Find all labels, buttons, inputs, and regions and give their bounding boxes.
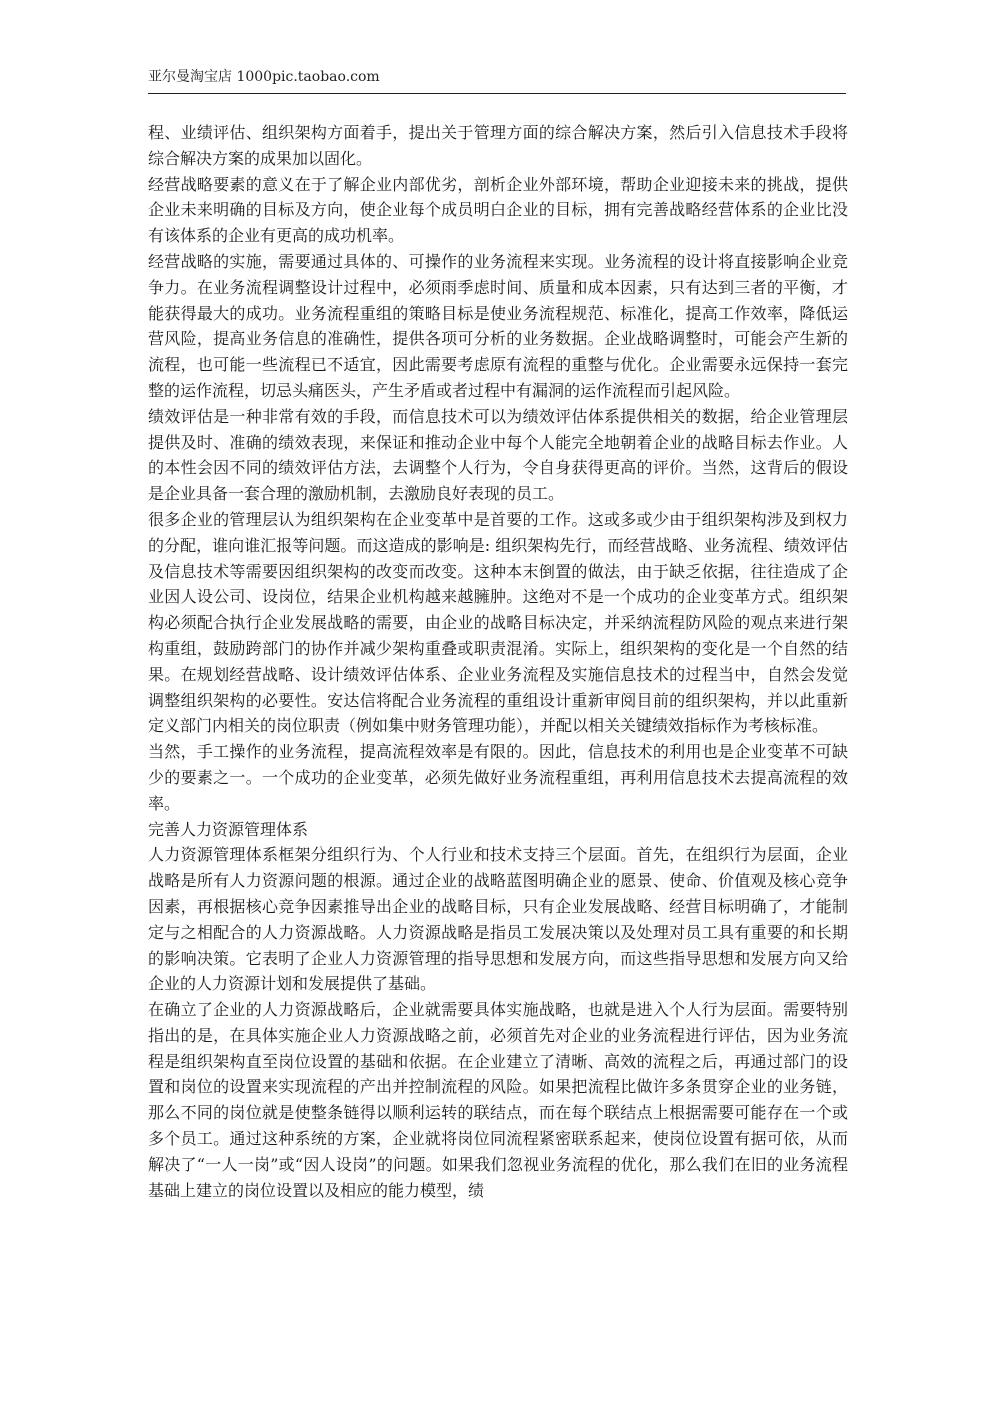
body-text xyxy=(148,120,848,1203)
paragraph: 绩效评估是一种非常有效的手段，而信息技术可以为绩效评估体系提供相关的数据，给企业管理层提供及时、准确的绩效表现，来保证和推动企业中每个人能完全地朝着企业的战略目标去作业。人的本性会因不同的绩效评估方法，去调整个人行为，令自身获得更高的评价。当然，这背后的假设是企业具备一套合理的激励机制，去激励良好表现的员工。 xyxy=(148,406,848,504)
paragraph: 人力资源管理体系框架分组织行为、个人行业和技术支持三个层面。首先，在组织行为层面，企业战略是所有人力资源问题的根源。通过企业的战略蓝图明确企业的愿景、使命、价值观及核心竞争因素，再根据核心竞争因素推导出企业的战略目标，只有企业发展战略、经营目标明确了，才能制定与之相配合的人力资源战略。人力资源战略是指员工发展决策以及处理对员工具有重要的和长期的影响决策。它表明了企业人力资源管理的指导思想和发展方向，而这些指导思想和发展方向又给企业的人力资源计划和发展提供了基础。 xyxy=(148,845,848,994)
paragraph: 很多企业的管理层认为组织架构在企业变革中是首要的工作。这或多或少由于组织架构涉及到权力的分配，谁向谁汇报等问题。而这造成的影响是: 组织架构先行，而经营战略、业务流程、绩效评估及信息技术等需要因组织架构的改变而改变。这种本末倒置的做法，由于缺乏依据，往往造成了企业因人设公司、设岗位，结果企业机构越来越臃肿。这绝对不是一个成功的企业变革方式。组织架构必须配合执行企业发展战略的需要，由企业的战略目标决定，并采纳流程防风险的观点来进行架构重组，鼓励跨部门的协作并减少架构重叠或职责混淆。实际上，组织架构的变化是一个自然的结果。在规划经营战略、设计绩效评估体系、企业业务流程及实施信息技术的过程当中，自然会发觉调整组织架构的必要性。安达信将配合业务流程的重组设计重新审阅目前的组织架构，并以此重新定义部门内相关的岗位职责（例如集中财务管理功能），并配以相关关键绩效指标作为考核标准。 xyxy=(148,509,848,736)
paragraph: 当然，手工操作的业务流程，提高流程效率是有限的。因此，信息技术的利用也是企业变革不可缺少的要素之一。一个成功的企业变革，必须先做好业务流程重组，再利用信息技术去提高流程的效率。 xyxy=(148,742,848,813)
header-divider xyxy=(148,93,846,94)
paragraph: 经营战略的实施，需要通过具体的、可操作的业务流程来实现。业务流程的设计将直接影响企业竞争力。在业务流程调整设计过程中，必须雨季虑时间、质量和成本因素，只有达到三者的平衡，才能获得最大的成功。业务流程重组的策略目标是使业务流程规范、标准化，提高工作效率，降低运营风险，提高业务信息的准确性，提供各项可分析的业务数据。企业战略调整时，可能会产生新的流程，也可能一些流程已不适宜，因此需要考虑原有流程的重整与优化。企业需要永远保持一套完整的运作流程，切忌头痛医头，产生矛盾或者过程中有漏洞的运作流程而引起风险。 xyxy=(148,251,848,400)
page-header: 亚尔曼淘宝店 1000pic.taobao.com xyxy=(148,69,380,85)
section-heading: 完善人力资源管理体系 xyxy=(148,819,309,839)
paragraph: 程、业绩评估、组织架构方面着手，提出关于管理方面的综合解决方案，然后引入信息技术手段将综合解决方案的成果加以固化。 xyxy=(148,123,848,168)
paragraph: 经营战略要素的意义在于了解企业内部优劣，剖析企业外部环境，帮助企业迎接未来的挑战，提供企业未来明确的目标及方向，使企业每个成员明白企业的目标，拥有完善战略经营体系的企业比没有该体系的企业有更高的成功机率。 xyxy=(148,174,848,246)
paragraph: 在确立了企业的人力资源战略后，企业就需要具体实施战略，也就是进入个人行为层面。需要特别指出的是，在具体实施企业人力资源战略之前，必须首先对企业的业务流程进行评估，因为业务流程是组织架构直至岗位设置的基础和依据。在企业建立了清晰、高效的流程之后，再通过部门的设置和岗位的设置来实现流程的产出并控制流程的风险。如果把流程比做许多条贯穿企业的业务链，那么不同的岗位就是使整条链得以顺利运转的联结点，而在每个联结点上根据需要可能存在一个或多个员工。通过这种系统的方案，企业就将岗位同流程紧密联系起来，使岗位设置有据可依，从而解决了“一人一岗”或“因人设岗”的问题。如果我们忽视业务流程的优化，那么我们在旧的业务流程基础上建立的岗位设置以及相应的能力模型，绩 xyxy=(148,1000,848,1200)
